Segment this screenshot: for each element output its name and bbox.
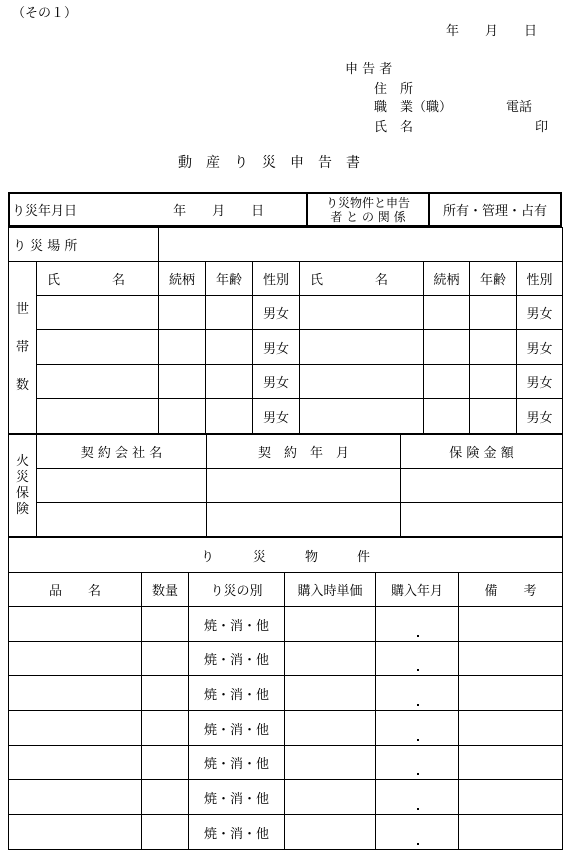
remarks-field[interactable] xyxy=(459,711,563,746)
item-name-field[interactable] xyxy=(9,711,142,746)
col-unit-price: 購入時単価 xyxy=(285,573,376,607)
damage-type-choice[interactable]: 焼・消・他 xyxy=(189,780,285,815)
sex-choice[interactable]: 男女 xyxy=(517,330,563,365)
col-contract-date: 契 約 年 月 xyxy=(207,435,401,469)
item-name-field[interactable] xyxy=(9,780,142,815)
sex-choice[interactable]: 男女 xyxy=(517,399,563,434)
age-field[interactable] xyxy=(206,296,253,330)
purchase-date-field[interactable] xyxy=(376,711,459,746)
sex-choice[interactable]: 男女 xyxy=(517,365,563,399)
property-section-title: り 災 物 件 xyxy=(9,538,563,573)
damage-type-choice[interactable]: 焼・消・他 xyxy=(189,607,285,642)
quantity-field[interactable] xyxy=(142,746,189,780)
col-damage-type: り災の別 xyxy=(189,573,285,607)
date-separator-dot xyxy=(417,739,419,741)
relation-value[interactable]: 所有・管理・占有 xyxy=(429,193,561,226)
remarks-field[interactable] xyxy=(459,780,563,815)
occupation-label: 職 業（職） xyxy=(374,100,453,115)
age-field[interactable] xyxy=(206,399,253,434)
date-separator-dot xyxy=(417,704,419,706)
col-age-2: 年齢 xyxy=(470,262,517,296)
unit-price-field[interactable] xyxy=(285,711,376,746)
property-row xyxy=(9,746,563,780)
contract-date-field[interactable] xyxy=(207,469,401,503)
col-sex-1: 性別 xyxy=(253,262,300,296)
unit-price-field[interactable] xyxy=(285,607,376,642)
unit-price-field[interactable] xyxy=(285,676,376,711)
relation-label-line-1: り災物件と申告 xyxy=(325,195,410,210)
date-separator-dot xyxy=(417,808,419,810)
purchase-date-field[interactable] xyxy=(376,676,459,711)
quantity-field[interactable] xyxy=(142,607,189,642)
col-name-1: 氏 名 xyxy=(37,262,159,296)
sex-choice[interactable]: 男女 xyxy=(253,365,300,399)
insurance-table xyxy=(8,434,563,537)
col-relation-2: 続柄 xyxy=(424,262,470,296)
property-row xyxy=(9,642,563,676)
age-field[interactable] xyxy=(470,330,517,365)
name-field[interactable] xyxy=(300,365,424,399)
insurer-field[interactable] xyxy=(37,469,207,503)
quantity-field[interactable] xyxy=(142,676,189,711)
relation-field[interactable] xyxy=(159,330,206,365)
item-name-field[interactable] xyxy=(9,607,142,642)
phone-label: 電話 xyxy=(506,100,533,115)
insured-amount-field[interactable] xyxy=(401,469,563,503)
name-field[interactable] xyxy=(37,296,159,330)
sex-choice[interactable]: 男女 xyxy=(253,330,300,365)
name-field[interactable] xyxy=(300,296,424,330)
damage-type-choice[interactable]: 焼・消・他 xyxy=(189,815,285,850)
property-row xyxy=(9,780,563,815)
applicant-label: 申 告 者 xyxy=(345,62,393,77)
property-row xyxy=(9,815,563,850)
col-insurer: 契 約 会 社 名 xyxy=(37,435,207,469)
remarks-field[interactable] xyxy=(459,676,563,711)
quantity-field[interactable] xyxy=(142,780,189,815)
remarks-field[interactable] xyxy=(459,815,563,850)
incident-row xyxy=(8,192,562,227)
sex-choice[interactable]: 男女 xyxy=(253,296,300,330)
purchase-date-field[interactable] xyxy=(376,642,459,676)
page-label: （その１） xyxy=(12,6,78,21)
insurer-field[interactable] xyxy=(37,503,207,537)
place-label: り 災 場 所 xyxy=(9,228,159,262)
contract-date-field[interactable] xyxy=(207,503,401,537)
quantity-field[interactable] xyxy=(142,711,189,746)
col-sex-2: 性別 xyxy=(517,262,563,296)
remarks-field[interactable] xyxy=(459,642,563,676)
property-row xyxy=(9,676,563,711)
col-item-name: 品 名 xyxy=(9,573,142,607)
relation-field[interactable] xyxy=(159,296,206,330)
date-separator-dot xyxy=(417,843,419,845)
relation-field[interactable] xyxy=(159,399,206,434)
address-label: 住 所 xyxy=(374,82,414,97)
date-separator-dot xyxy=(417,635,419,637)
col-quantity: 数量 xyxy=(142,573,189,607)
incident-date-value: 年 月 日 xyxy=(173,204,265,219)
household-row xyxy=(9,399,563,434)
purchase-date-field[interactable] xyxy=(376,780,459,815)
relation-field[interactable] xyxy=(424,330,470,365)
remarks-field[interactable] xyxy=(459,607,563,642)
col-name-2: 氏 名 xyxy=(300,262,424,296)
insured-amount-field[interactable] xyxy=(401,503,563,537)
quantity-field[interactable] xyxy=(142,815,189,850)
age-field[interactable] xyxy=(470,365,517,399)
date-separator-dot xyxy=(417,669,419,671)
purchase-date-field[interactable] xyxy=(376,746,459,780)
item-name-field[interactable] xyxy=(9,815,142,850)
name-field[interactable] xyxy=(37,399,159,434)
household-side-3: 数 xyxy=(15,377,29,393)
col-age-1: 年齢 xyxy=(206,262,253,296)
property-table xyxy=(8,537,563,850)
document-title: 動 産 り 災 申 告 書 xyxy=(178,155,360,171)
insurance-row xyxy=(9,469,563,503)
col-insured-amount: 保 険 金 額 xyxy=(401,435,563,469)
seal-label: 印 xyxy=(535,120,549,135)
item-name-field[interactable] xyxy=(9,642,142,676)
insurance-row xyxy=(9,503,563,537)
age-field[interactable] xyxy=(206,330,253,365)
damage-type-choice[interactable]: 焼・消・他 xyxy=(189,676,285,711)
col-purchase-date: 購入年月 xyxy=(376,573,459,607)
date-separator-dot xyxy=(417,773,419,775)
relation-field[interactable] xyxy=(159,365,206,399)
damage-type-choice[interactable]: 焼・消・他 xyxy=(189,746,285,780)
relation-field[interactable] xyxy=(424,365,470,399)
remarks-field[interactable] xyxy=(459,746,563,780)
relation-label-line-2: 者 と の 関 係 xyxy=(330,209,406,224)
date-line: 年 月 日 xyxy=(446,24,538,39)
damage-type-choice[interactable]: 焼・消・他 xyxy=(189,642,285,676)
property-row xyxy=(9,711,563,746)
name-label: 氏 名 xyxy=(374,120,414,135)
item-name-field[interactable] xyxy=(9,676,142,711)
insurance-side-label: 火災保険 xyxy=(9,435,37,537)
property-row xyxy=(9,607,563,642)
age-field[interactable] xyxy=(470,296,517,330)
age-field[interactable] xyxy=(206,365,253,399)
purchase-date-field[interactable] xyxy=(376,815,459,850)
name-field[interactable] xyxy=(300,399,424,434)
unit-price-field[interactable] xyxy=(285,815,376,850)
relation-label-cell xyxy=(307,193,429,226)
sex-choice[interactable]: 男女 xyxy=(517,296,563,330)
household-side-label xyxy=(9,262,37,434)
age-field[interactable] xyxy=(470,399,517,434)
household-side-1: 世 xyxy=(15,301,29,317)
quantity-field[interactable] xyxy=(142,642,189,676)
damage-type-choice[interactable]: 焼・消・他 xyxy=(189,711,285,746)
col-remarks: 備 考 xyxy=(459,573,563,607)
main-form-table xyxy=(8,227,563,434)
household-row xyxy=(9,330,563,365)
unit-price-field[interactable] xyxy=(285,746,376,780)
relation-field[interactable] xyxy=(424,399,470,434)
item-name-field[interactable] xyxy=(9,746,142,780)
household-row xyxy=(9,296,563,330)
incident-date-label: り災年月日 xyxy=(12,204,78,219)
name-field[interactable] xyxy=(37,365,159,399)
sex-choice[interactable]: 男女 xyxy=(253,399,300,434)
purchase-date-field[interactable] xyxy=(376,607,459,642)
household-row xyxy=(9,365,563,399)
incident-date-cell xyxy=(9,193,307,226)
place-value[interactable] xyxy=(159,228,563,262)
name-field[interactable] xyxy=(300,330,424,365)
unit-price-field[interactable] xyxy=(285,642,376,676)
relation-field[interactable] xyxy=(424,296,470,330)
name-field[interactable] xyxy=(37,330,159,365)
unit-price-field[interactable] xyxy=(285,780,376,815)
col-relation-1: 続柄 xyxy=(159,262,206,296)
household-side-2: 帯 xyxy=(15,339,29,355)
